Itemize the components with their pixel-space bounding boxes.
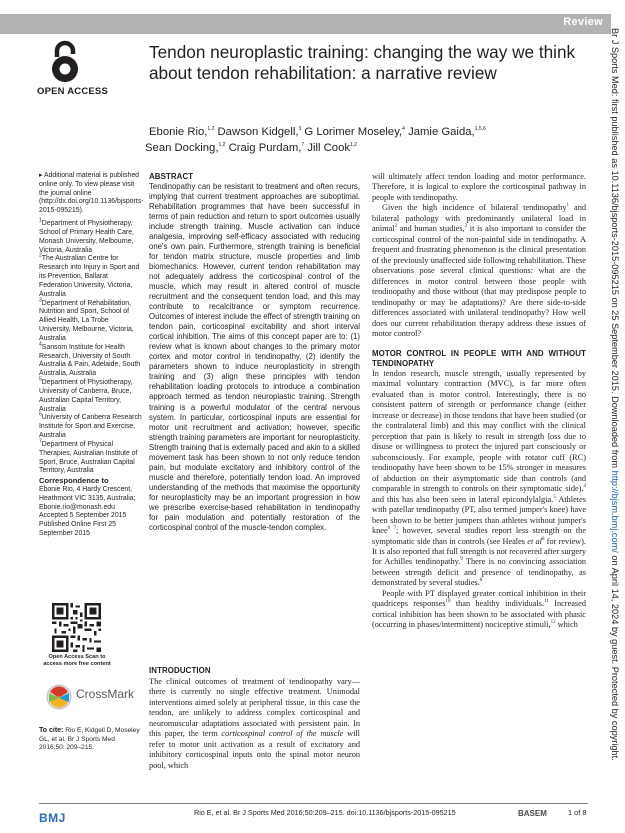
- open-access-icon: [40, 38, 90, 88]
- affiliation-item: [39, 255, 142, 299]
- affiliation-item: [39, 217, 142, 255]
- side-citation: [604, 28, 622, 823]
- author: Craig Purdam,: [225, 141, 302, 154]
- author: Jill Cook: [304, 141, 351, 154]
- affiliation-text: University of Canberra Research Institute for Sport and Exercise, Australia: [39, 414, 142, 440]
- author-affiliation: 7: [301, 142, 305, 149]
- body-text: There is no convincing association between strength deficit and presence of tendinopathy, as demonstrated by several studies.: [372, 557, 586, 588]
- section-label: Review: [563, 16, 603, 28]
- affiliation-text: Department of Physiotherapy, School of Primary Health Care, Monash University, Melbourne, Victoria, Australia: [39, 220, 134, 254]
- body-paragraph: [372, 589, 586, 631]
- affiliation-list: [39, 217, 142, 476]
- body-text: People with PT displayed greater cortical inhibition in their quadriceps responses: [372, 588, 586, 609]
- author: G Lorimer Moseley,: [301, 126, 403, 138]
- basem-logo: BASEM: [518, 809, 547, 818]
- author: Dawson Kidgell,: [214, 126, 299, 138]
- affiliation-item: [39, 297, 142, 344]
- body-text: and this has also been seen in lateral epicondylalgia.: [372, 494, 554, 504]
- open-access-label: OPEN ACCESS: [37, 86, 109, 97]
- affiliation-number: 2: [39, 253, 42, 260]
- affiliation-text: Sansom Institute for Health Research, University of South Australia & Pain, Adelaide, South Australia, Australia: [39, 343, 141, 378]
- side-citation-text: [610, 28, 619, 761]
- affiliation-item: [39, 376, 142, 414]
- article-title: Tendon neuroplastic training: changing the way we think about tendon rehabilitation: a narrative review: [149, 42, 576, 83]
- body-paragraph: [372, 203, 586, 339]
- body-text: Increased cortical inhibition has been shown to be associated with phasic (occurring in phases/intermittent) nociceptive stimuli,: [372, 599, 586, 630]
- body-text: In tendon research, muscle strength, usually represented by maximal voluntary contraction (MVC), is far more often evaluated than is motor control. Interestingly, there is no consistent pattern of strength or performance change (either increase or decrease) in those tendons that have been studied (or the contralateral limb) and this may conflict with the clinical perception that pain is likely to result in strength loss due to disuse or willingness to protect the injured part consciously or subconsciously. For example, people with rotator cuff (RC) tendinopathy have been shown to be 15% stronger in measures of abduction on their asymptomatic side than controls (and comparable in strength to controls on their symptomatic side),: [372, 368, 586, 494]
- affiliation-text: Department of Physiotherapy, University of Canberra, Bruce, Australian Capital Territory, Australia: [39, 379, 133, 413]
- reference-mark[interactable]: 4: [583, 484, 586, 490]
- affiliation-text: The Australian Centre for Research into Injury in Sport and its Prevention, Ballarat Federation University, Victoria, Australia: [39, 255, 140, 298]
- affiliation-number: 1: [39, 217, 42, 224]
- reference-mark[interactable]: 12: [550, 620, 556, 626]
- author: Jamie Gaida,: [404, 126, 475, 138]
- body-paragraph: [372, 369, 586, 589]
- journal-link[interactable]: http://bjsm.bmj.com/: [610, 470, 620, 553]
- author-list: [145, 125, 579, 157]
- body-text: ; however, several studies report less strength on the symptomatic side than in controls (see Heales: [372, 526, 587, 546]
- affiliation-item: [39, 438, 142, 476]
- page-footer: [0, 803, 625, 833]
- affiliation-item: [39, 341, 142, 379]
- intro-text: The clinical outcomes of treatment of tendinopathy vary—there is currently no single effective treatment. Unimodal interventions aimed solely at peripheral tissue, in this case the tendon, are unlikely to address complex corticospinal and neuromuscular adaptations associated with persistent pain. In this paper, the term: [149, 677, 360, 739]
- correspondence-heading: Correspondence to: [39, 476, 109, 486]
- citation-heading: To cite:: [39, 727, 64, 734]
- sidebar-column: [39, 172, 142, 539]
- author: Sean Docking,: [145, 141, 219, 154]
- body-text: it is also important to consider the corticospinal control of the non-painful side in tendinopathy. A frequent and frustrating phenomenon is the clinical presentation of the previously unaffected side following rehabilitation. These observations pose several clinical questions: what are the differences in motor control between those people with tendinopathy and those without (that may predispose people to tendinopathy or may be adaptations)? Are there side-to-side differences associated with unilateral tendinopathy? How well does our current rehabilitation therapy address these issues of motor control?: [372, 224, 586, 339]
- body-text: and human studies,: [397, 224, 465, 234]
- body-text: for review). It is also reported that full strength is not recovered after surgery for Achilles tendinopathy.: [372, 536, 587, 567]
- introduction-heading: INTRODUCTION: [149, 666, 211, 675]
- reference-mark[interactable]: 5: [553, 494, 556, 500]
- author-affiliation: 1,5,6: [474, 126, 486, 133]
- body-paragraph: will ultimately affect tendon loading and motor performance. Therefore, it is logical to explore the corticospinal pathway in people with tendinopathy.: [372, 172, 586, 202]
- qr-code-icon[interactable]: [52, 603, 101, 652]
- reference-mark[interactable]: 3: [464, 224, 468, 230]
- footer-divider: [39, 803, 588, 804]
- page-number: 1 of 8: [568, 808, 587, 817]
- body-text: which: [555, 620, 578, 630]
- body-text: Given the high incidence of bilateral tendinopathy: [382, 203, 567, 213]
- reference-mark[interactable]: 1: [566, 203, 569, 209]
- accepted-date: Accepted 5 September 2015: [39, 512, 127, 520]
- bmj-logo: BMJ: [39, 811, 66, 825]
- additional-material-note: ▸ Additional material is published online only. To view please visit the journal online (http://dx.doi.org/10.1136/bjsports-2015-095215).: [39, 172, 144, 215]
- author-affiliation: 4: [402, 126, 405, 133]
- reference-mark[interactable]: 10: [445, 599, 451, 605]
- author-affiliation: 1,2: [350, 142, 357, 149]
- body-text: and bilateral pathology with predominantly unilateral load in animal: [372, 203, 586, 234]
- body-emphasis: et al: [527, 536, 542, 546]
- intro-text: will refer to motor unit activation as a result of excitatory and inhibitory corticospinal inputs onto the spinal motor neuron pool, which: [149, 729, 360, 770]
- crossmark-label[interactable]: CrossMark: [76, 687, 135, 701]
- motor-control-heading: MOTOR CONTROL IN PEOPLE WITH AND WITHOUT TENDINOPATHY: [372, 348, 586, 368]
- author: Ebonie Rio,: [149, 126, 208, 138]
- affiliation-text: Department of Rehabilitation, Nutrition and Sport, School of Allied Health, La Trobe University, Melbourne, Victoria, Australia: [39, 299, 134, 342]
- footer-citation: Rio E, et al. Br J Sports Med 2016;50:209–215. doi:10.1136/bjsports-2015-095215: [194, 808, 456, 817]
- affiliation-number: 7: [39, 438, 42, 445]
- affiliation-number: 4: [39, 341, 42, 348]
- side-citation-suffix: on April 14, 2024 by guest. Protected by copyright.: [610, 552, 620, 761]
- body-text: Athletes with patellar tendinopathy (PT, also termed jumper's knee) have been shown to be better jumpers than athletes without jumper's knee: [372, 494, 586, 536]
- intro-emphasis: corticospinal control of the muscle: [221, 729, 344, 739]
- abstract-heading: ABSTRACT: [149, 172, 194, 181]
- affiliation-text: Department of Physical Therapies, Australian Institute of Sport, Bruce, Australian Capital Territory, Australia: [39, 440, 138, 475]
- body-right-column: [372, 172, 586, 631]
- introduction-section: [149, 666, 360, 771]
- citation-text: Rio E, Kidgell D, Moseley GL, et al. Br J Sports Med 2016;50: 209–215.: [39, 727, 140, 752]
- qr-caption: Open Access Scan to access more free content: [43, 654, 111, 667]
- citation-box: [39, 726, 142, 753]
- author-affiliation: 3: [298, 126, 302, 133]
- affiliation-number: 5: [39, 376, 42, 383]
- body-text: than healthy individuals.: [450, 599, 545, 609]
- reference-mark[interactable]: 11: [544, 599, 549, 605]
- abstract-section: [149, 172, 360, 533]
- author-affiliation: 1,2: [207, 126, 215, 133]
- reference-mark[interactable]: 2: [394, 224, 398, 230]
- side-citation-prefix: Br J Sports Med: first published as 10.1136/bjsports-2015-095215 on 25 September 2015. Downloaded from: [610, 28, 620, 471]
- affiliation-number: 6: [39, 412, 42, 419]
- abstract-text: Tendinopathy can be resistant to treatment and often recurs, implying that current treatment approaches are suboptimal. Rehabilitation programmes that have been successful in terms of pain reduction and return to sport outcomes usually include strength training. Muscle activation can induce analgesia, improving self-efficacy associated with reducing one's own pain. Furthermore, strength training is beneficial for tendon matrix structure, muscle properties and limb biomechanics. However, current tendon rehabilitation may not adequately address the corticospinal control of the muscle, which may result in altered control of muscle recruitment and the consequent tendon load, and this may contribute to recalcitrance or symptom recurrence. Outcomes of interest include the effect of strength training on tendon pain, corticospinal excitability and short interval cortical inhibition. The aims of this concept paper are to: (1) review what is known about changes to the primary motor cortex and motor control in tendinopathy, (2) identify the parameters shown to induce neuroplasticity in strength training and (3) align these principles with tendon rehabilitation loading protocols to introduce a combination approach termed as tendon neuroplastic training. Strength training is a powerful modulator of the central nervous system. In particular, corticospinal inputs are essential for motor unit recruitment and activation; however, specific strength training parameters are important for neuroplasticity. Strength training that is externally paced and akin to a skilled movement task has been shown to not only reduce tendon pain, but modulate excitatory and inhibitory control of the muscle and therefore, potentially tendon load. An improved understanding of the methods that maximise the opportunity for neuroplasticity may be an important progression in how we prescribe exercise-based rehabilitation in tendinopathy for pain modulation and potentially restoration of the corticospinal control of the muscle-tendon complex.: [149, 182, 360, 532]
- affiliation-item: [39, 414, 142, 440]
- correspondence-address: Ebonie Rio, 4 Hardy Crescent, Heathmont VIC 3135, Australia; Ebonie.rio@monash.edu: [39, 485, 136, 511]
- affiliation-number: 3: [39, 297, 42, 304]
- introduction-paragraph: [149, 677, 360, 771]
- author-affiliation: 1,2: [218, 142, 226, 149]
- reference-mark[interactable]: 8: [541, 536, 545, 542]
- published-date: Published Online First 25 September 2015: [39, 521, 116, 538]
- section-band: [0, 14, 611, 34]
- reference-mark[interactable]: 6 7: [387, 526, 397, 532]
- reference-mark[interactable]: 9: [460, 557, 463, 563]
- reference-mark[interactable]: 8: [479, 578, 483, 584]
